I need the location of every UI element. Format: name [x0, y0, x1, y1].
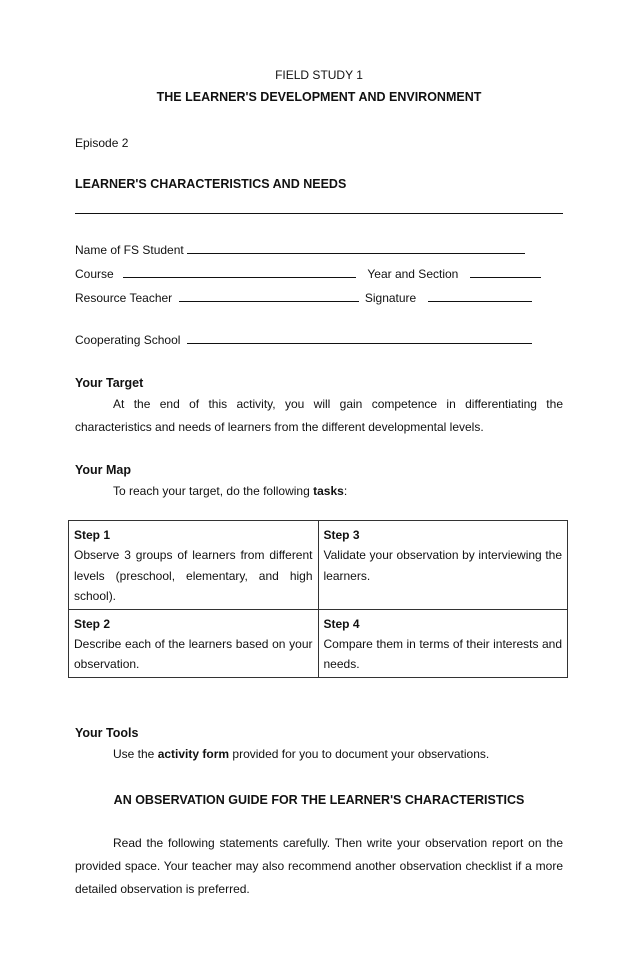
course-label: Course	[75, 267, 114, 281]
guide-title: AN OBSERVATION GUIDE FOR THE LEARNER'S CHARACTERISTICS	[113, 793, 525, 807]
resource-teacher-field[interactable]	[179, 291, 359, 302]
main-title: THE LEARNER'S DEVELOPMENT AND ENVIRONMENT	[156, 90, 482, 104]
student-name-row	[75, 243, 525, 257]
table-row	[69, 609, 568, 677]
cooperating-school-field[interactable]	[187, 333, 532, 344]
course-row	[75, 267, 541, 281]
map-heading: Your Map	[75, 463, 132, 477]
target-text: At the end of this activity, you will gain competence in differentiating the characteristics and needs of learners from the different developmental levels.	[75, 397, 563, 434]
course-title: FIELD STUDY 1	[275, 68, 363, 82]
student-name-label: Name of FS Student	[75, 243, 184, 257]
target-heading: Your Target	[75, 376, 144, 390]
signature-field[interactable]	[428, 291, 532, 302]
cooperating-school-label: Cooperating School	[75, 333, 181, 347]
map-text-tasks: tasks	[313, 484, 344, 498]
step-2-title: Step 2	[74, 616, 111, 631]
signature-label: Signature	[364, 291, 417, 305]
tools-text	[113, 747, 489, 761]
map-text-start: To reach your target, do the following	[113, 484, 314, 498]
year-section-label: Year and Section	[367, 267, 459, 281]
tools-text-end: provided for you to document your observations.	[229, 747, 490, 761]
step-4-text: Compare them in terms of their interests and needs.	[323, 636, 562, 671]
step-4-title: Step 4	[323, 616, 360, 631]
step-2-text: Describe each of the learners based on your observation.	[74, 636, 313, 671]
step-1-text: Observe 3 groups of learners from different levels (preschool, elementary, and high school).	[74, 548, 313, 603]
table-row	[69, 521, 568, 610]
map-text	[113, 484, 347, 498]
tools-heading: Your Tools	[75, 726, 139, 740]
title-divider	[75, 213, 563, 214]
resource-teacher-label: Resource Teacher	[75, 291, 173, 305]
step-1-title: Step 1	[74, 528, 111, 542]
student-name-field[interactable]	[187, 243, 525, 254]
course-field[interactable]	[123, 267, 356, 278]
map-text-end: :	[343, 484, 348, 498]
year-section-field[interactable]	[470, 267, 541, 278]
tools-text-start: Use the	[113, 747, 158, 761]
guide-text: Read the following statements carefully. Then write your observation report on the provided space. Your teacher may also recommend another observation checklist if a more detailed observation is preferred.	[75, 836, 563, 896]
step-3-cell	[318, 521, 568, 610]
resource-teacher-row	[75, 291, 532, 305]
episode-title: LEARNER'S CHARACTERISTICS AND NEEDS	[75, 177, 347, 191]
step-3-title: Step 3	[323, 528, 360, 542]
cooperating-school-row	[75, 333, 532, 347]
tasks-table	[68, 520, 568, 678]
step-4-cell	[318, 609, 568, 677]
step-2-cell	[69, 609, 319, 677]
step-1-cell	[69, 521, 319, 610]
episode-label: Episode 2	[75, 136, 129, 150]
step-3-text: Validate your observation by interviewing the learners.	[323, 548, 562, 583]
tools-text-activity-form: activity form	[157, 747, 230, 761]
